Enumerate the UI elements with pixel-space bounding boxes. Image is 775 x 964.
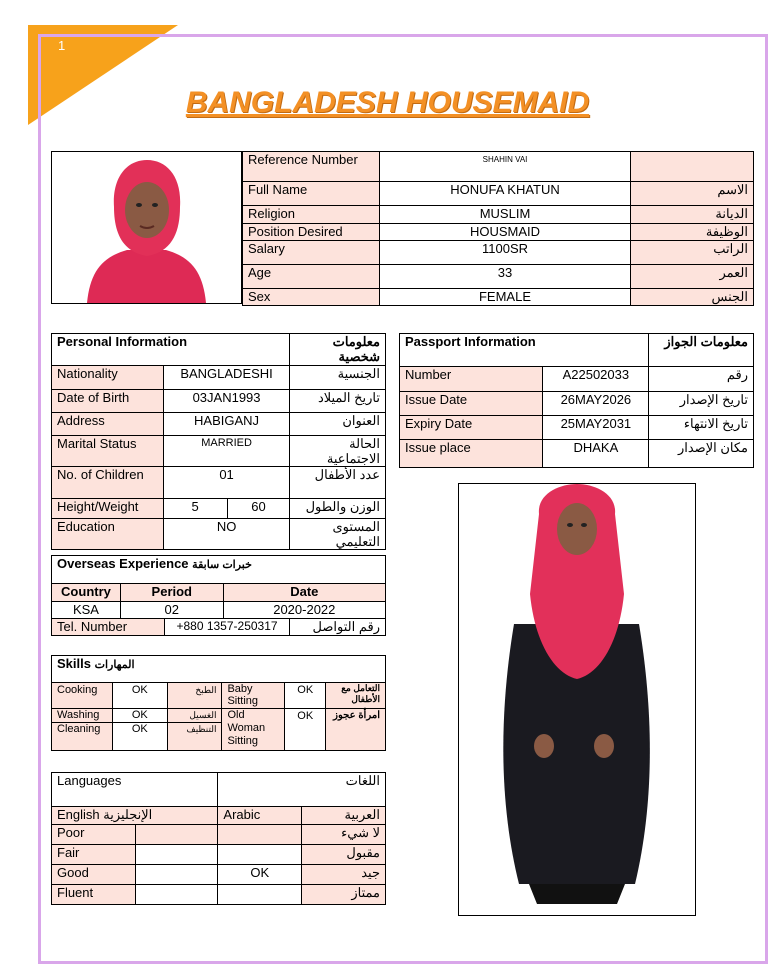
arabic-level-value: OK (218, 865, 302, 885)
passport-value: A22502033 (543, 367, 649, 392)
english-level-value (135, 845, 218, 865)
passport-label: Issue place (400, 440, 543, 468)
passport-label-ar: تاريخ الانتهاء (649, 416, 754, 440)
education-label: Education (52, 519, 164, 550)
personal-value: 01 (163, 467, 290, 499)
skill-cleaning-value: OK (112, 723, 167, 751)
personal-info-table (51, 333, 386, 550)
skill-cleaning-label: Cleaning (52, 723, 113, 751)
arabic-header-ar: العربية (302, 807, 386, 825)
skills-title-cell (52, 656, 386, 683)
col-header-country: Country (52, 584, 121, 602)
passport-value: 26MAY2026 (543, 392, 649, 416)
english-level-value (135, 825, 218, 845)
header-label: Salary (243, 241, 380, 265)
personal-label: Date of Birth (52, 390, 164, 413)
full-body-photo (458, 483, 696, 916)
skills-table (51, 655, 386, 751)
passport-label-ar: مكان الإصدار (649, 440, 754, 468)
tel-value: +880 1357-250317 (164, 619, 289, 636)
skills-title-ar: المهارات (94, 659, 135, 671)
header-label: Position Desired (243, 224, 380, 241)
weight-value: 60 (227, 499, 290, 519)
personal-label: Address (52, 413, 164, 436)
passport-info-title: Passport Information (400, 334, 649, 367)
overseas-title-cell (52, 556, 386, 584)
overseas-title: Overseas Experience (57, 556, 189, 571)
header-label: Sex (243, 289, 380, 306)
english-header: English الإنجليزية (52, 807, 218, 825)
header-value: HONUFA KHATUN (379, 182, 630, 206)
level-label-ar: لا شيء (302, 825, 386, 845)
personal-label-ar: العنوان (290, 413, 386, 436)
passport-label-ar: رقم (649, 367, 754, 392)
arabic-level-value (218, 885, 302, 905)
personal-label-ar: تاريخ الميلاد (290, 390, 386, 413)
passport-label: Number (400, 367, 543, 392)
passport-label: Issue Date (400, 392, 543, 416)
header-label-ar: الراتب (631, 241, 754, 265)
level-label: Good (52, 865, 136, 885)
header-info-table (242, 151, 754, 306)
col-header-period: Period (120, 584, 223, 602)
header-label-ar: الوظيفة (631, 224, 754, 241)
personal-value: MARRIED (163, 436, 290, 467)
level-label: Fluent (52, 885, 136, 905)
arabic-header: Arabic (218, 807, 302, 825)
personal-label-ar: الجنسية (290, 366, 386, 390)
skill-old-label: Old Woman Sitting (222, 709, 285, 751)
passport-value: DHAKA (543, 440, 649, 468)
overseas-experience-table (51, 555, 386, 636)
languages-title-ar: اللغات (218, 773, 386, 807)
arabic-level-value (218, 845, 302, 865)
overseas-period: 02 (120, 602, 223, 619)
level-label-ar: ممتاز (302, 885, 386, 905)
personal-value: BANGLADESHI (163, 366, 290, 390)
skill-cooking-value: OK (112, 683, 167, 709)
skill-baby-label: Baby Sitting (222, 683, 285, 709)
header-label: Religion (243, 206, 380, 224)
header-value: 33 (379, 265, 630, 289)
header-label-ar: الجنس (631, 289, 754, 306)
languages-table (51, 772, 386, 905)
personal-info-title: Personal Information (52, 334, 290, 366)
header-value: FEMALE (379, 289, 630, 306)
personal-label: No. of Children (52, 467, 164, 499)
education-label-ar: المستوى التعليمي (290, 519, 386, 550)
height-weight-label: Height/Weight (52, 499, 164, 519)
personal-label: Nationality (52, 366, 164, 390)
header-label-ar (631, 152, 754, 182)
skill-washing-label: Washing (52, 709, 113, 723)
skills-title: Skills (57, 656, 91, 671)
passport-value: 25MAY2031 (543, 416, 649, 440)
passport-info-table (399, 333, 754, 468)
arabic-level-value (218, 825, 302, 845)
height-weight-label-ar: الوزن والطول (290, 499, 386, 519)
english-level-value (135, 865, 218, 885)
skill-washing-value: OK (112, 709, 167, 723)
header-value: HOUSMAID (379, 224, 630, 241)
personal-value: 03JAN1993 (163, 390, 290, 413)
header-label-ar: الاسم (631, 182, 754, 206)
portrait-photo (51, 151, 242, 304)
overseas-title-ar: خبرات سابقة (192, 559, 252, 571)
personal-label-ar: الحالة الاجتماعية (290, 436, 386, 467)
header-value: MUSLIM (379, 206, 630, 224)
page-number: 1 (58, 38, 66, 53)
languages-title: Languages (52, 773, 218, 807)
header-value: 1100SR (379, 241, 630, 265)
level-label: Poor (52, 825, 136, 845)
tel-label-ar: رقم التواصل (290, 619, 386, 636)
skill-washing-ar: الغسيل (167, 709, 222, 723)
overseas-country: KSA (52, 602, 121, 619)
education-value: NO (163, 519, 290, 550)
skill-old-value: OK (285, 709, 326, 751)
level-label-ar: مقبول (302, 845, 386, 865)
overseas-date: 2020-2022 (223, 602, 385, 619)
personal-value: HABIGANJ (163, 413, 290, 436)
level-label-ar: جيد (302, 865, 386, 885)
skill-old-ar: امرأة عجوز (326, 709, 386, 751)
passport-info-title-ar: معلومات الجواز (649, 334, 754, 367)
skill-baby-value: OK (285, 683, 326, 709)
passport-label: Expiry Date (400, 416, 543, 440)
personal-info-title-ar: معلومات شخصية (290, 334, 386, 366)
header-value: SHAHIN VAI (379, 152, 630, 182)
header-label-ar: الديانة (631, 206, 754, 224)
header-label: Age (243, 265, 380, 289)
passport-label-ar: تاريخ الإصدار (649, 392, 754, 416)
skill-cleaning-ar: التنظيف (167, 723, 222, 751)
english-level-value (135, 885, 218, 905)
col-header-date: Date (223, 584, 385, 602)
personal-label: Marital Status (52, 436, 164, 467)
skill-cooking-label: Cooking (52, 683, 113, 709)
skill-cooking-ar: الطبخ (167, 683, 222, 709)
height-value: 5 (163, 499, 227, 519)
header-label: Full Name (243, 182, 380, 206)
level-label: Fair (52, 845, 136, 865)
personal-label-ar: عدد الأطفال (290, 467, 386, 499)
header-label-ar: العمر (631, 265, 754, 289)
skill-baby-ar: التعامل مع الأطفال (326, 683, 386, 709)
tel-label: Tel. Number (52, 619, 165, 636)
header-label: Reference Number (243, 152, 380, 182)
page-title: BANGLADESH HOUSEMAID (185, 86, 590, 119)
